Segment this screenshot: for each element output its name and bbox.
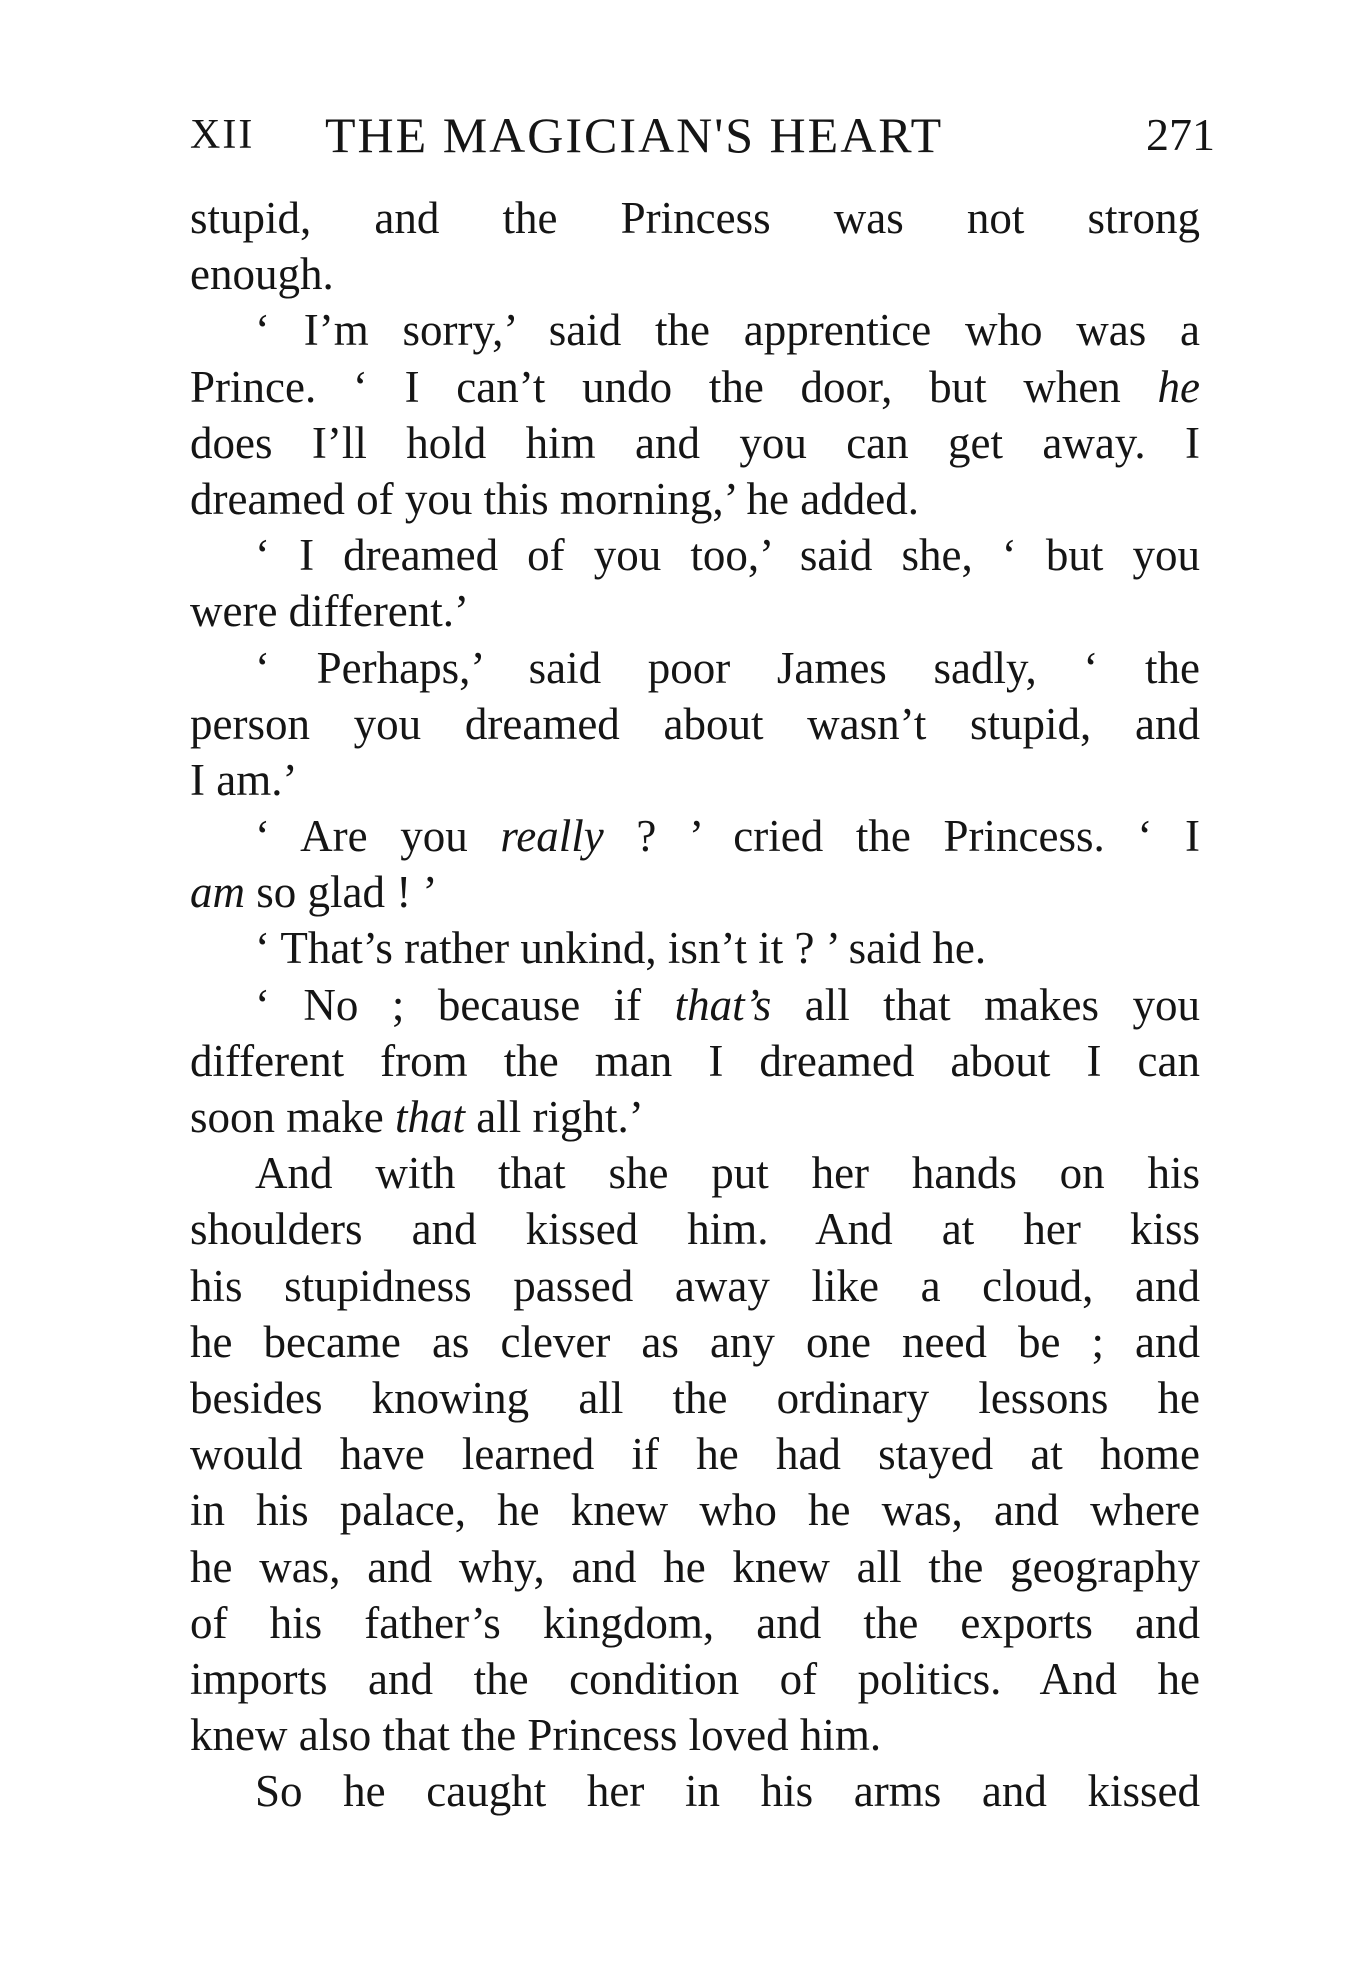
text-run: ‘ Are you (255, 811, 501, 862)
text-line: knew also that the Princess loved him. (190, 1710, 882, 1761)
text-line: ‘ I’m sorry,’ said the apprentice who was a (255, 305, 1200, 356)
chapter-number: XII (190, 112, 255, 158)
text-line: ‘ That’s rather unkind, isn’t it ? ’ said he. (255, 923, 987, 974)
text-line: besides knowing all the ordinary lessons he (190, 1372, 1200, 1423)
text-line: enough. (190, 249, 334, 300)
text-run: so glad ! ’ (245, 867, 438, 918)
text-line: he became as clever as any one need be ; and (190, 1316, 1200, 1367)
italic-text: that’s (674, 979, 772, 1030)
text-line: different from the man I dreamed about I can (190, 1035, 1200, 1086)
italic-text: really (500, 811, 604, 862)
text-line: So he caught her in his arms and kissed (255, 1766, 1200, 1817)
text-line: ‘ Perhaps,’ said poor James sadly, ‘ the (255, 642, 1200, 693)
text-run: all that makes you (771, 979, 1200, 1030)
text-run: ? ’ cried the Princess. ‘ I (603, 811, 1201, 862)
text-line (190, 1089, 1200, 1145)
text-run: Prince. ‘ I can’t undo the door, but when (190, 361, 1158, 412)
text-run: soon make (190, 1092, 395, 1142)
text-line: And with that she put her hands on his (255, 1148, 1200, 1199)
text-line: I am.’ (190, 754, 298, 805)
italic-text: am (190, 867, 245, 918)
text-line: imports and the condition of politics. And he (190, 1653, 1200, 1704)
italic-text: that (394, 1092, 465, 1142)
chapter-title: THE MAGICIAN'S HEART (325, 107, 944, 163)
text-line: stupid, and the Princess was not strong (190, 193, 1200, 243)
text-line: would have learned if he had stayed at home (190, 1429, 1200, 1480)
text-line: he was, and why, and he knew all the geography (190, 1541, 1200, 1592)
text-run: ‘ No ; because if (255, 979, 675, 1030)
body-text (190, 190, 1200, 1819)
text-line: shoulders and kissed him. And at her kiss (190, 1204, 1200, 1255)
page-number: 271 (1146, 109, 1215, 160)
text-line (190, 977, 1200, 1033)
text-line: in his palace, he knew who he was, and where (190, 1485, 1200, 1536)
text-run: all right.’ (464, 1092, 644, 1142)
text-line: person you dreamed about wasn’t stupid, and (190, 698, 1200, 749)
text-line (190, 359, 1200, 415)
italic-text: he (1157, 361, 1200, 412)
running-head (190, 100, 1215, 170)
text-line: dreamed of you this morning,’ he added. (190, 473, 919, 524)
text-line (190, 808, 1200, 864)
text-line (190, 864, 1200, 920)
text-line: ‘ I dreamed of you too,’ said she, ‘ but you (255, 530, 1200, 581)
text-line: his stupidness passed away like a cloud, and (190, 1260, 1200, 1311)
text-line: of his father’s kingdom, and the exports and (190, 1597, 1200, 1648)
text-line: does I’ll hold him and you can get away. I (190, 417, 1200, 468)
text-line: were different.’ (190, 586, 470, 637)
